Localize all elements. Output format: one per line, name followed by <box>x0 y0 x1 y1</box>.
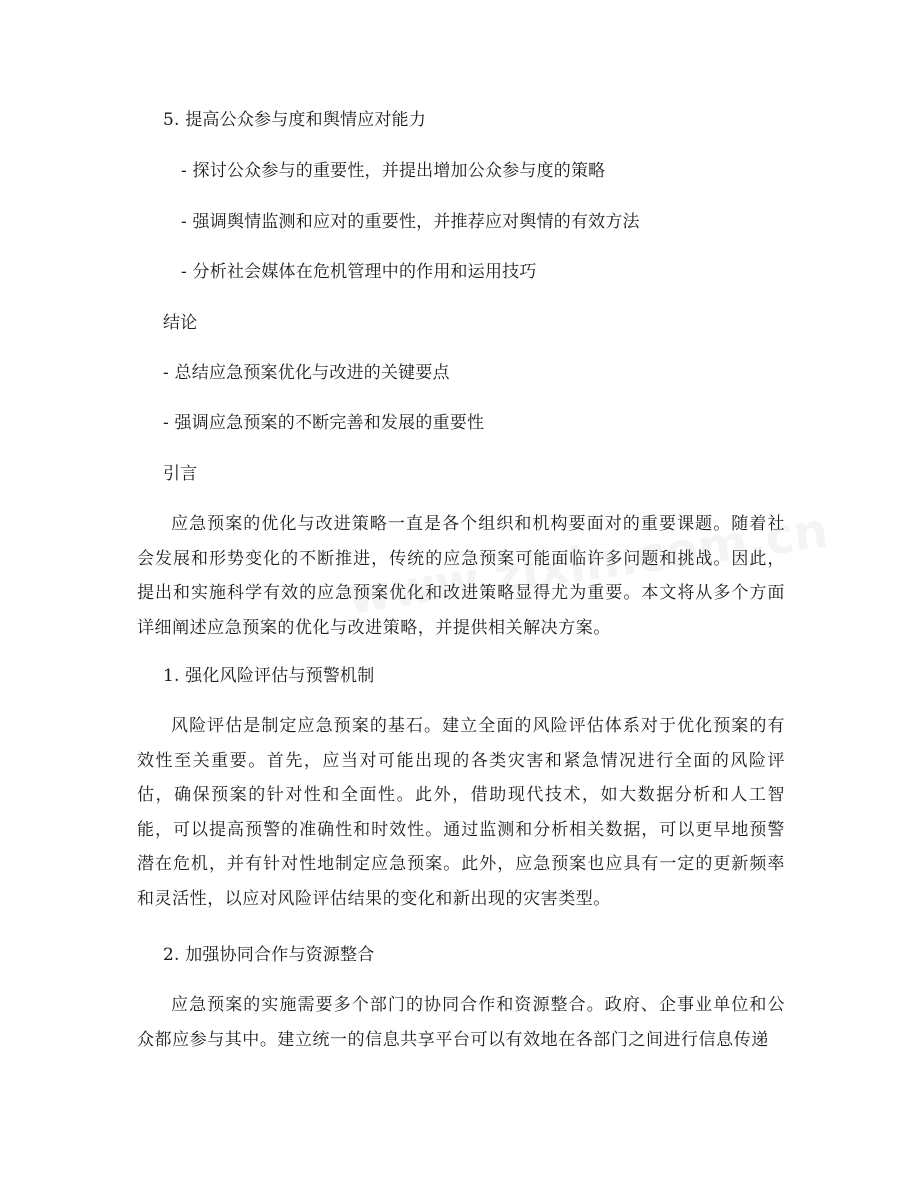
conclusion-item: - 强调应急预案的不断完善和发展的重要性 <box>163 413 485 433</box>
section5-title: 5. 提高公众参与度和舆情应对能力 <box>163 110 427 130</box>
intro-paragraph: 应急预案的优化与改进策略一直是各个组织和机构要面对的重要课题。随着社会发展和形势变化的不断推进，传统的应急预案可能面临许多问题和挑战。因此，提出和实施科学有效的应急预案优化和改进策略显得尤为重要。本文将从多个方面详细阐述应急预案的优化与改进策略，并提供相关解决方案。 <box>137 514 785 638</box>
section5-item: - 强调舆情监测和应对的重要性，并推荐应对舆情的有效方法 <box>181 212 640 232</box>
section2-paragraph: 应急预案的实施需要多个部门的协同合作和资源整合。政府、企事业单位和公众都应参与其中。建立统一的信息共享平台可以有效地在各部门之间进行信息传递 <box>137 995 785 1050</box>
section5-item: - 分析社会媒体在危机管理中的作用和运用技巧 <box>181 262 537 282</box>
intro-title: 引言 <box>163 464 198 484</box>
conclusion-item: - 总结应急预案优化与改进的关键要点 <box>163 363 450 383</box>
conclusion-title: 结论 <box>163 313 198 333</box>
section2-title: 2. 加强协同合作与资源整合 <box>163 945 375 965</box>
section1-title: 1. 强化风险评估与预警机制 <box>163 666 375 686</box>
section1-paragraph: 风险评估是制定应急预案的基石。建立全面的风险评估体系对于优化预案的有效性至关重要。首先，应当对可能出现的各类灾害和紧急情况进行全面的风险评估，确保预案的针对性和全面性。此外，借助现代技术，如大数据分析和人工智能，可以提高预警的准确性和时效性。通过监测和分析相关数据，可以更早地预警潜在危机，并有针对性地制定应急预案。此外，应急预案也应具有一定的更新频率和灵活性，以应对风险评估结果的变化和新出现的灾害类型。 <box>137 716 785 909</box>
section5-item: - 探讨公众参与的重要性，并提出增加公众参与度的策略 <box>181 161 606 181</box>
